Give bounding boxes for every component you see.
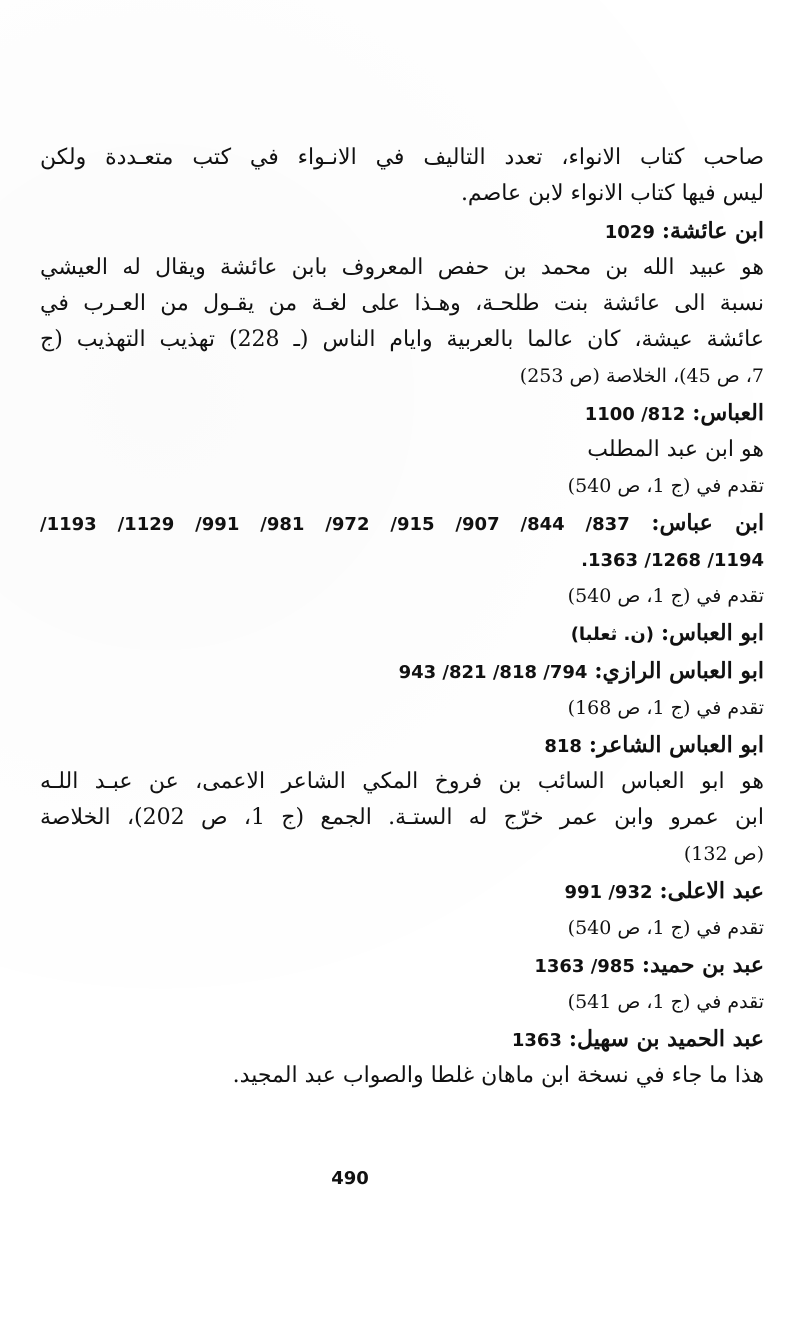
entry-heading-line <box>40 946 764 984</box>
entry-name: ابو العباس الشاعر: <box>588 732 764 758</box>
entry-references: 794/ 818/ 821/ 943 <box>398 662 588 683</box>
body-text-line <box>40 1058 764 1094</box>
body-text-line <box>40 176 764 212</box>
body-text-line <box>40 800 764 836</box>
entry-name: العباس: <box>692 400 764 426</box>
line-text: تقدم في (ج 1، ص 541) <box>567 991 764 1013</box>
line-text: هو عبيد الله بن محمد بن حفص المعروف بابن عائشة ويقال له العيشي <box>40 255 764 280</box>
line-text: تقدم في (ج 1، ص 540) <box>567 475 764 497</box>
entry-heading-line <box>40 212 764 250</box>
line-text: تقدم في (ج 1، ص 540) <box>567 917 764 939</box>
entry-name: عبد بن حميد: <box>641 952 764 978</box>
line-text: صاحب كتاب الانواء، تعدد التاليف في الانـواء في كتب متعـددة ولكن <box>40 145 764 170</box>
body-text-line <box>40 286 764 322</box>
line-text: هو ابو العباس السائب بن فروخ المكي الشاعر الاعمى، عن عبـد اللـه <box>40 769 764 794</box>
entry-name: عبد الاعلى: <box>659 878 764 904</box>
body-text-line <box>40 836 764 872</box>
body-text-line <box>40 432 764 468</box>
entry-references: 812/ 1100 <box>584 404 686 425</box>
entry-references: 837/ 844/ 907/ 915/ 972/ 981/ 991/ 1129/ 1193/ <box>40 514 630 535</box>
entry-heading-line <box>40 1020 764 1058</box>
body-text-line <box>40 250 764 286</box>
entry-heading-line <box>40 726 764 764</box>
entry-name: ابن عباس: <box>651 510 764 536</box>
entry-name: ابن عائشة: <box>661 218 764 244</box>
entry-references: 1363 <box>511 1030 562 1051</box>
body-text-line <box>40 468 764 504</box>
entry-references: 985/ 1363 <box>534 956 635 977</box>
body-text-line <box>40 358 764 394</box>
entry-heading-line <box>40 504 764 542</box>
body-text-line <box>40 910 764 946</box>
entry-heading-line <box>40 872 764 910</box>
line-text: هو ابن عبد المطلب <box>587 437 764 462</box>
body-text-line <box>40 578 764 614</box>
entry-name: ابو العباس الرازي: <box>594 658 764 684</box>
entry-references: (ن. ثعلبا) <box>570 624 654 645</box>
body-text-line <box>40 764 764 800</box>
line-text: ابن عمرو وابن عمر خرّج له الستـة. الجمع (ج 1، ص 202)، الخلاصة <box>40 805 764 830</box>
body-text-line <box>40 322 764 358</box>
line-text: نسبة الى عائشة بنت طلحـة، وهـذا على لغـة من يقـول من العـرب في <box>40 291 764 316</box>
body-text-line <box>40 690 764 726</box>
entry-references: 1029 <box>604 222 655 243</box>
entry-heading-line <box>40 652 764 690</box>
entry-name: ابو العباس: <box>660 620 764 646</box>
entry-name: عبد الحميد بن سهيل: <box>568 1026 764 1052</box>
entry-references: 932/ 991 <box>564 882 653 903</box>
line-text: (ص 132) <box>683 843 764 865</box>
entry-references: 818 <box>544 736 582 757</box>
body-text-line <box>40 140 764 176</box>
line-text: عائشة عيشة، كان عالما بالعربية وايام الناس (ـ 228) تهذيب التهذيب (ج <box>40 327 764 352</box>
line-text: هذا ما جاء في نسخة ابن ماهان غلطا والصواب عبد المجيد. <box>232 1063 764 1088</box>
body-text-line <box>40 542 764 578</box>
line-text: تقدم في (ج 1، ص 540) <box>567 585 764 607</box>
line-text: 1194/ 1268/ 1363. <box>581 550 764 571</box>
entry-heading-line <box>40 614 764 652</box>
line-text: ليس فيها كتاب الانواء لابن عاصم. <box>460 181 764 206</box>
line-text: 7، ص 45)، الخلاصة (ص 253) <box>519 365 764 387</box>
entry-heading-line <box>40 394 764 432</box>
page-body-text <box>40 140 764 1094</box>
page-number: 490 <box>331 1168 369 1189</box>
line-text: تقدم في (ج 1، ص 168) <box>567 697 764 719</box>
body-text-line <box>40 984 764 1020</box>
